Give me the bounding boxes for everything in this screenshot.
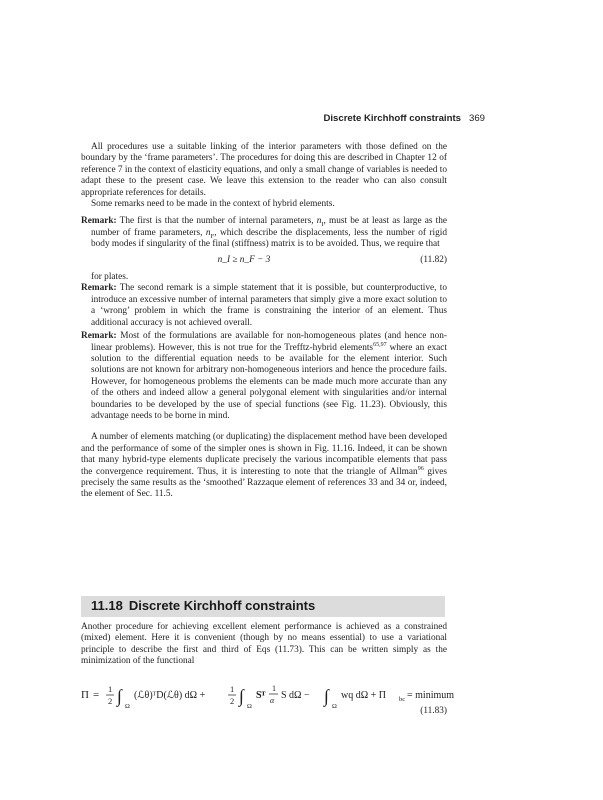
running-header bbox=[323, 113, 485, 124]
eq-alpha-num: 1 bbox=[272, 684, 276, 693]
eq-pi: Π bbox=[81, 689, 89, 701]
integral-icon: ∫ bbox=[117, 686, 122, 706]
equation-11-83-number: (11.83) bbox=[420, 706, 447, 716]
eq-alpha-den: α bbox=[270, 696, 275, 705]
equation-11-82-body: n_I ≥ n_F − 3 bbox=[217, 254, 271, 265]
remark-1-text-c: , which describe the displacements, less the number of rigid body modes if singularity of the final (stiffness) matrix is to be avoided. Thus, we require that bbox=[91, 227, 447, 250]
eq-half-den: 2 bbox=[108, 696, 113, 706]
eq-half2-den: 2 bbox=[230, 696, 235, 706]
section-title: Discrete Kirchhoff constraints bbox=[128, 598, 316, 613]
remark-3 bbox=[81, 331, 447, 422]
remark-3-text-a: Most of the formulations are available for non-homogeneous plates (and hence non-linear problems). However, this is not true for the Trefftz-hybrid elements bbox=[91, 331, 447, 353]
remark-1-text-a: The first is that the number of internal parameters, bbox=[119, 216, 317, 227]
eq-S-transpose: Sᵀ bbox=[256, 690, 266, 701]
intro-paragraph-1: All procedures use a suitable linking of the interior parameters with those defined on the boundary by the ‘frame parameters’. The procedures for doing this are described in Chapter 12 of reference 7 in the context of elasticity equations, and only a small change of variables is needed to adapt these to the present case. We leave this extension to the reader who can also consult appropriate references for details. bbox=[81, 142, 447, 198]
eq-term-1: (ℒθ)ᵀD(ℒθ) dΩ + bbox=[134, 690, 206, 701]
remark-1-text-b: , must be at least as large as the number of frame parameters, bbox=[91, 216, 448, 238]
remark-label: Remark: bbox=[81, 331, 117, 342]
closing-text-b: gives precisely the same results as the ‘smoothed’ Razzaque element of references 33 and 34 or, indeed, the element of Sec. 11.5. bbox=[81, 466, 447, 500]
remark-label: Remark: bbox=[81, 216, 117, 227]
symbol-n: n bbox=[316, 216, 322, 227]
integral-icon: ∫ bbox=[324, 686, 329, 706]
body-text bbox=[81, 142, 447, 501]
remark-label: Remark: bbox=[81, 283, 117, 294]
eq-term-3-sub: bc bbox=[399, 696, 406, 703]
equation-11-82 bbox=[81, 255, 447, 266]
section-body bbox=[81, 622, 447, 668]
citation-65-97: 65,97 bbox=[373, 341, 387, 348]
remark-2 bbox=[81, 283, 447, 329]
remark-2-text: The second remark is a simple statement that it is possible, but counterproductive, to introduce an excessive number of internal parameters that simply give a more exact solution to a ‘wrong’ problem in which the frame is constraining the interior of an element. Thus additional accuracy is not achieved overall. bbox=[91, 283, 448, 328]
equation-11-83-graphic bbox=[81, 678, 455, 718]
eq-half2-num: 1 bbox=[230, 684, 235, 694]
eq-term-2: S dΩ − bbox=[281, 690, 310, 701]
symbol-n-sub-f: F bbox=[210, 232, 215, 240]
remark-3-text-b: where an exact solution to the differential equation needs to be available for the element interior. Such solutions are not known for arbitrary non-homogeneous interiors and hence the procedure fails. However, for homogeneous problems the elements can be made much more accurate than any of the others and indeed allow a general polygonal element with singularities and/or internal boundaries to be developed by the use of special functions (see Fig. 11.23). Obviously, this advantage needs to be borne in mind. bbox=[91, 342, 447, 421]
citation-96: 96 bbox=[417, 465, 424, 472]
eq-omega-1: Ω bbox=[125, 703, 130, 710]
section-heading bbox=[81, 596, 445, 617]
symbol-n-sub-i: I bbox=[321, 221, 324, 229]
page-number: 369 bbox=[468, 113, 485, 124]
section-number: 11.18 bbox=[91, 598, 123, 613]
eq-omega-2: Ω bbox=[247, 703, 252, 710]
eq-half-num: 1 bbox=[108, 684, 113, 694]
closing-paragraph bbox=[81, 432, 447, 500]
eq-tail: = minimum bbox=[407, 690, 455, 701]
eq-equals: = bbox=[93, 689, 100, 701]
running-header-title: Discrete Kirchhoff constraints bbox=[323, 113, 461, 124]
remark-1 bbox=[81, 216, 447, 250]
intro-paragraph-2: Some remarks need to be made in the context of hybrid elements. bbox=[91, 199, 335, 210]
integral-icon: ∫ bbox=[239, 686, 244, 706]
closing-text-a: A number of elements matching (or duplicating) the displacement method have been developed and the performance of some of the simpler ones is shown in Fig. 11.16. Indeed, it can be shown that many hybrid-type elements duplicate precisely the various incompatible elements that pass the convergence requirement. Thus, it is interesting to note that the triangle of Allman bbox=[81, 432, 447, 477]
symbol-n-f: n bbox=[205, 227, 211, 238]
section-paragraph: Another procedure for achieving excellent element performance is achieved as a constrained (mixed) element. Here it is convenient (though by no means essential) to use a variational principle to describe the first and third of Eqs (11.73). This can be written simply as the minimization of the functional bbox=[81, 622, 447, 667]
eq-term-3: wq dΩ + Π bbox=[341, 690, 387, 701]
eq-omega-3: Ω bbox=[332, 703, 337, 710]
equation-11-83 bbox=[81, 678, 455, 718]
equation-11-82-number: (11.82) bbox=[420, 254, 447, 265]
after-equation-text: for plates. bbox=[91, 272, 129, 283]
